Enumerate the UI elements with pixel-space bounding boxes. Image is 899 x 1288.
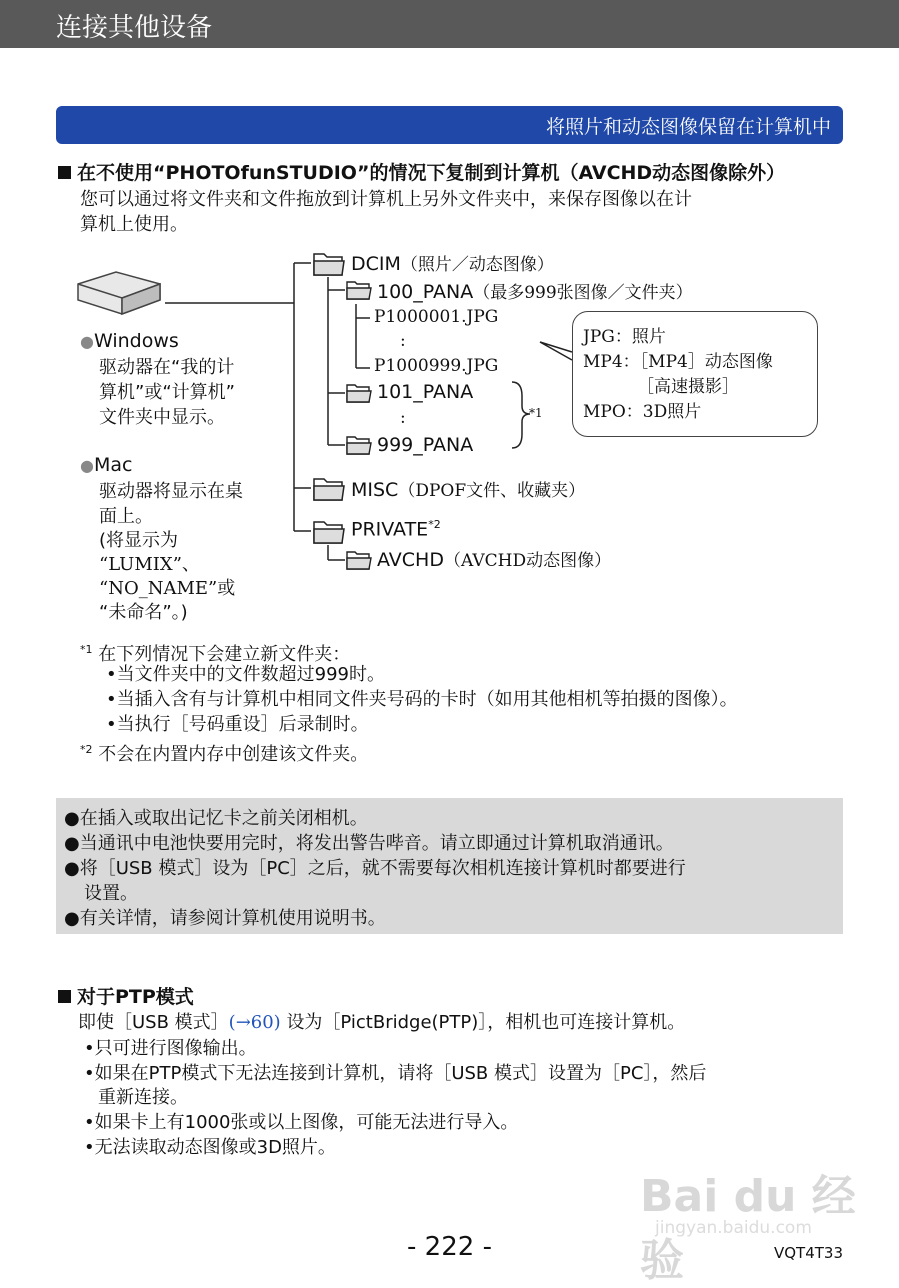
page-60-link[interactable]: (→60) (228, 1012, 281, 1033)
footnote-2-mark: *2 (80, 743, 93, 756)
section-banner-text: 将照片和动态图像保留在计算机中 (545, 116, 831, 138)
note-line-2: ●当通讯中电池快要用完时，将发出警告哔音。请立即通过计算机取消通讯。 (64, 833, 674, 854)
101-pana-folder-icon (346, 382, 372, 404)
avchd-name: AVCHD (377, 549, 444, 571)
section2-heading (58, 982, 194, 1009)
ptp-item-3: •如果卡上有1000张或以上图像，可能无法进行导入。 (84, 1112, 519, 1133)
100-pana-name: 100_PANA (377, 281, 474, 303)
999-pana-label: 999_PANA (377, 434, 474, 456)
mac-line-3: (将显示为 (99, 530, 179, 551)
section1-title: 在不使用“PHOTOfunSTUDIO”的情况下复制到计算机（AVCHD动态图像除外） (77, 162, 786, 184)
mac-line-2: 面上。 (99, 506, 153, 527)
baidu-watermark-logo: Bai du 经验 (640, 1171, 856, 1286)
windows-line-2: 算机”或“计算机” (99, 382, 235, 403)
mac-line-6: “未命名”。) (99, 602, 188, 623)
avchd-label (377, 546, 611, 571)
ptp-item-1: •只可进行图像输出。 (84, 1038, 257, 1059)
dcim-folder-icon (312, 248, 346, 278)
footnote-1-item-2: •当插入含有与计算机中相同文件夹号码的卡时（如用其他相机等拍摄的图像）。 (106, 689, 738, 710)
footnote-1-text: 在下列情况下会建立新文件夹： (98, 644, 351, 665)
file-p1000999: P1000999.JPG (374, 356, 499, 376)
mac-heading (80, 454, 132, 476)
ptp-item-4: •无法读取动态图像或3D照片。 (84, 1137, 336, 1158)
footnote-1-item-3: •当执行［号码重设］后录制时。 (106, 714, 369, 735)
note-line-1: ●在插入或取出记忆卡之前关闭相机。 (64, 808, 368, 829)
mac-line-5: “NO_NAME”或 (99, 578, 236, 599)
mac-line-1: 驱动器将显示在桌 (99, 481, 243, 502)
section2-intro-a: 即使［USB 模式］ (78, 1012, 229, 1033)
footnote-1-mark: *1 (80, 643, 93, 656)
mac-line-4: “LUMIX”、 (99, 554, 200, 575)
mac-title: Mac (93, 454, 133, 476)
file-p1000001: P1000001.JPG (374, 307, 499, 327)
document-code: VQT4T33 (773, 1244, 843, 1262)
section2-intro (78, 1010, 685, 1036)
windows-heading (80, 330, 179, 352)
note-line-4: 设置。 (84, 883, 138, 904)
ptp-item-2: •如果在PTP模式下无法连接到计算机，请将［USB 模式］设置为［PC］，然后 (84, 1063, 707, 1084)
100-pana-label (377, 278, 693, 303)
misc-note: （DPOF文件、收藏夹） (398, 481, 586, 501)
callout-jpg: JPG：照片 (583, 327, 666, 347)
101-pana-label: 101_PANA (377, 381, 474, 403)
folder-ellipsis-colon: : (400, 408, 406, 428)
misc-label (351, 476, 585, 501)
square-bullet-icon (58, 990, 71, 1003)
private-footnote-ref: *2 (428, 518, 441, 531)
callout-mp4: MP4：［MP4］动态图像 (583, 352, 773, 372)
section2-intro-b: 设为［PictBridge(PTP)］，相机也可连接计算机。 (286, 1012, 686, 1033)
private-name: PRIVATE (351, 518, 429, 541)
note-line-5: ●有关详情，请参阅计算机使用说明书。 (64, 908, 386, 929)
bullet-dot-icon: ● (80, 332, 94, 351)
footnote-1-item-1: •当文件夹中的文件数超过999时。 (106, 664, 385, 685)
misc-folder-icon (312, 473, 346, 503)
callout-highspeed: ［高速摄影］ (637, 377, 739, 397)
100-pana-note: （最多999张图像／文件夹） (473, 283, 693, 303)
avchd-note: （AVCHD动态图像） (443, 551, 612, 571)
section2-title: 对于PTP模式 (77, 986, 194, 1008)
misc-name: MISC (351, 479, 399, 501)
ptp-item-2-cont: 重新连接。 (98, 1087, 188, 1108)
file-ellipsis-colon: : (400, 331, 406, 351)
notes-box (56, 798, 843, 934)
footnote-2-text: 不会在内置内存中创建该文件夹。 (98, 744, 369, 765)
dcim-name: DCIM (351, 253, 401, 275)
private-folder-icon (312, 516, 346, 546)
bullet-dot-icon: ● (80, 456, 94, 475)
section1-line1: 您可以通过将文件夹和文件拖放到计算机上另外文件夹中，来保存图像以在计 (80, 189, 692, 210)
windows-line-3: 文件夹中显示。 (99, 407, 225, 428)
footnote-2 (80, 737, 368, 768)
private-label (351, 518, 441, 540)
callout-mpo: MPO：3D照片 (583, 402, 702, 422)
file-type-callout (572, 311, 818, 437)
section1-line2: 算机上使用。 (80, 214, 188, 235)
page-number: - 222 - (407, 1232, 492, 1262)
dcim-note: （照片／动态图像） (400, 255, 554, 275)
footnote-ref-1: *1 (529, 406, 543, 420)
dcim-label (351, 250, 554, 275)
baidu-watermark-url: jingyan.baidu.com (655, 1218, 812, 1238)
999-pana-folder-icon (346, 434, 372, 456)
chapter-title: 连接其他设备 (56, 13, 213, 43)
100-pana-folder-icon (346, 279, 372, 301)
windows-line-1: 驱动器在“我的计 (99, 357, 235, 378)
avchd-folder-icon (346, 549, 372, 571)
windows-title: Windows (93, 330, 179, 352)
note-line-3: ●将［USB 模式］设为［PC］之后，就不需要每次相机连接计算机时都要进行 (64, 858, 686, 879)
